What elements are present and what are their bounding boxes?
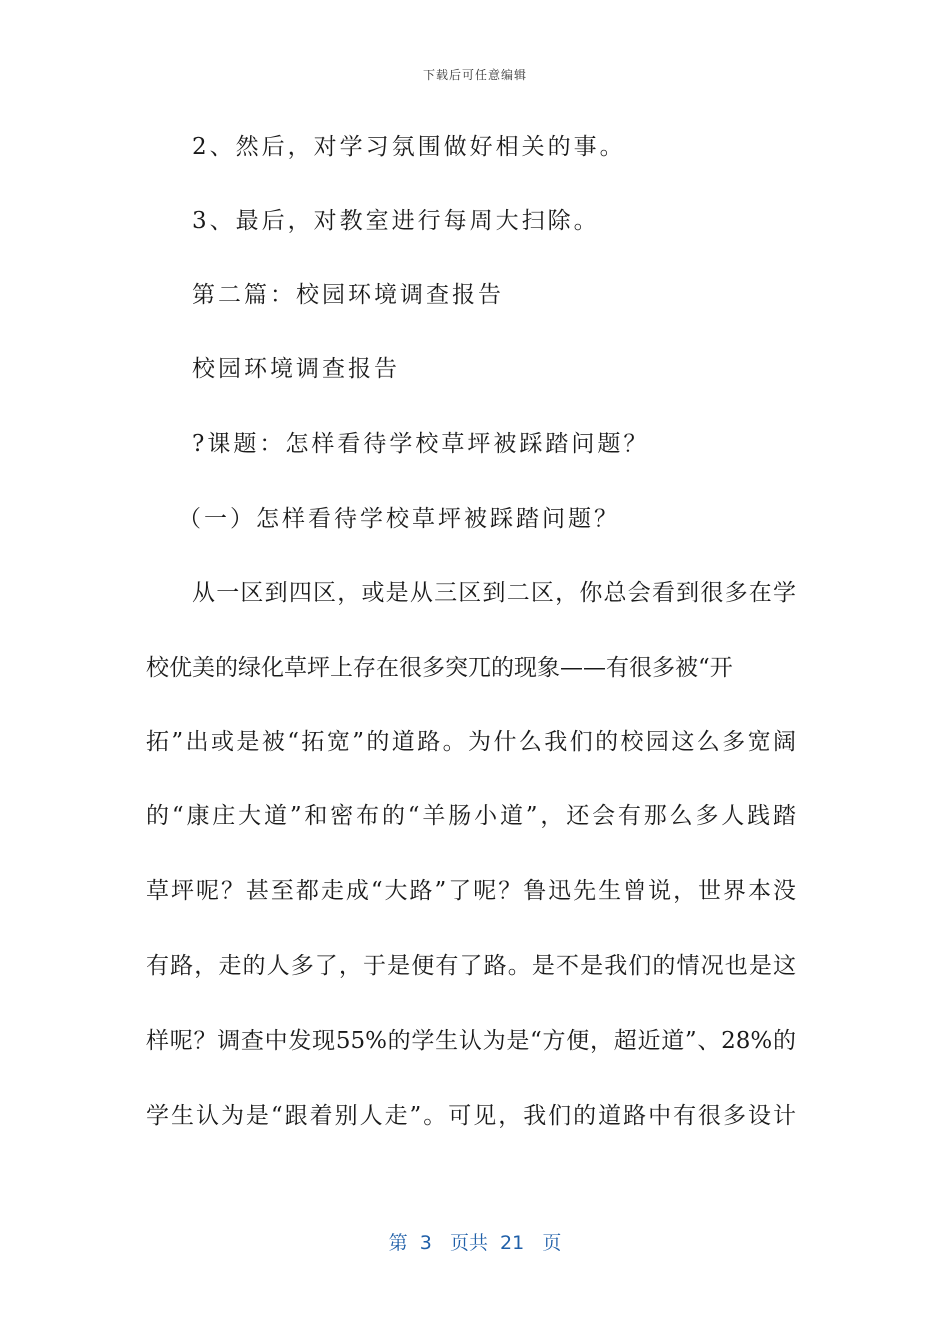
paragraph-line: 校优美的绿化草坪上存在很多突兀的现象——有很多被“开 [146, 655, 733, 681]
paragraph-line: 学生认为是“跟着别人走”。可见，我们的道路中有很多设计 [146, 1103, 796, 1129]
paragraph-line: 有路，走的人多了，于是便有了路。是不是我们的情况也是这 [146, 953, 796, 979]
paragraph-line: 草坪呢？甚至都走成“大路”了呢？鲁迅先生曾说，世界本没 [146, 878, 796, 904]
page-number-footer: 第 3 页共 21 页 [388, 1232, 562, 1254]
list-item-3: 3、最后，对教室进行每周大扫除。 [192, 208, 600, 234]
report-title: 校园环境调查报告 [192, 356, 400, 382]
topic-line: ?课题：怎样看待学校草坪被踩踏问题？ [192, 431, 650, 457]
section-title: 第二篇：校园环境调查报告 [192, 282, 504, 308]
paragraph-line: 从一区到四区，或是从三区到二区，你总会看到很多在学 [192, 580, 796, 606]
header-note: 下载后可任意编辑 [422, 68, 527, 82]
paragraph-line: 的“康庄大道”和密布的“羊肠小道”，还会有那么多人践踏 [146, 803, 796, 829]
list-item-2: 2、然后，对学习氛围做好相关的事。 [192, 134, 626, 160]
paragraph-line: 拓”出或是被“拓宽”的道路。为什么我们的校园这么多宽阔 [146, 729, 796, 755]
paragraph-line: 样呢？调查中发现55%的学生认为是“方便，超近道”、28%的 [146, 1028, 796, 1054]
subheading: （一）怎样看待学校草坪被踩踏问题？ [178, 506, 620, 532]
